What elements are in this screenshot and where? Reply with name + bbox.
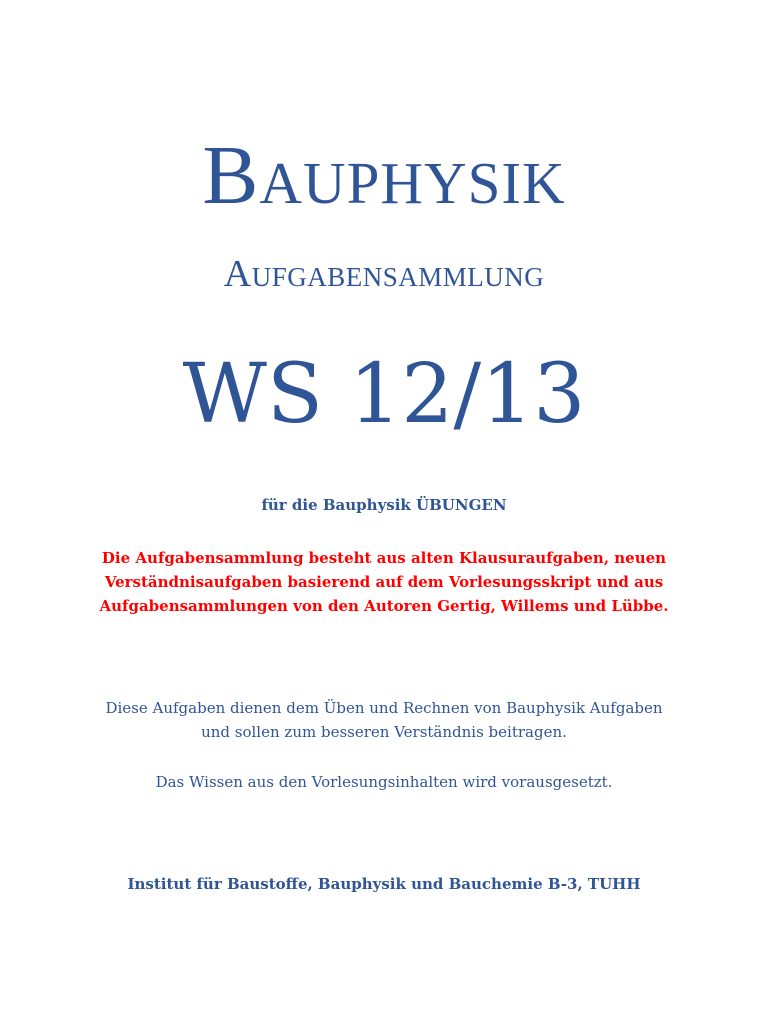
- document-title: Bauphysik: [202, 129, 566, 222]
- purpose-line: Diese Aufgaben dienen dem Üben und Rechnen von Bauphysik Aufgaben: [105, 699, 663, 717]
- purpose-note: [0, 696, 768, 744]
- prerequisite-note: Das Wissen aus den Vorlesungsinhalten wird vorausgesetzt.: [155, 773, 613, 791]
- description-line: Aufgabensammlungen von den Autoren Gertig, Willems und Lübbe.: [99, 597, 669, 615]
- description-line: Verständnisaufgaben basierend auf dem Vorlesungsskript und aus: [104, 573, 664, 591]
- document-subtitle: Aufgabensammlung: [223, 253, 545, 295]
- semester-label: WS 12/13: [182, 347, 586, 442]
- collection-description: [0, 546, 768, 618]
- exercise-note: für die Bauphysik ÜBUNGEN: [261, 496, 507, 514]
- institute-name: Institut für Baustoffe, Bauphysik und Bauchemie B-3, TUHH: [127, 875, 641, 893]
- purpose-line: und sollen zum besseren Verständnis beitragen.: [201, 723, 567, 741]
- description-line: Die Aufgabensammlung besteht aus alten Klausuraufgaben, neuen: [101, 549, 667, 567]
